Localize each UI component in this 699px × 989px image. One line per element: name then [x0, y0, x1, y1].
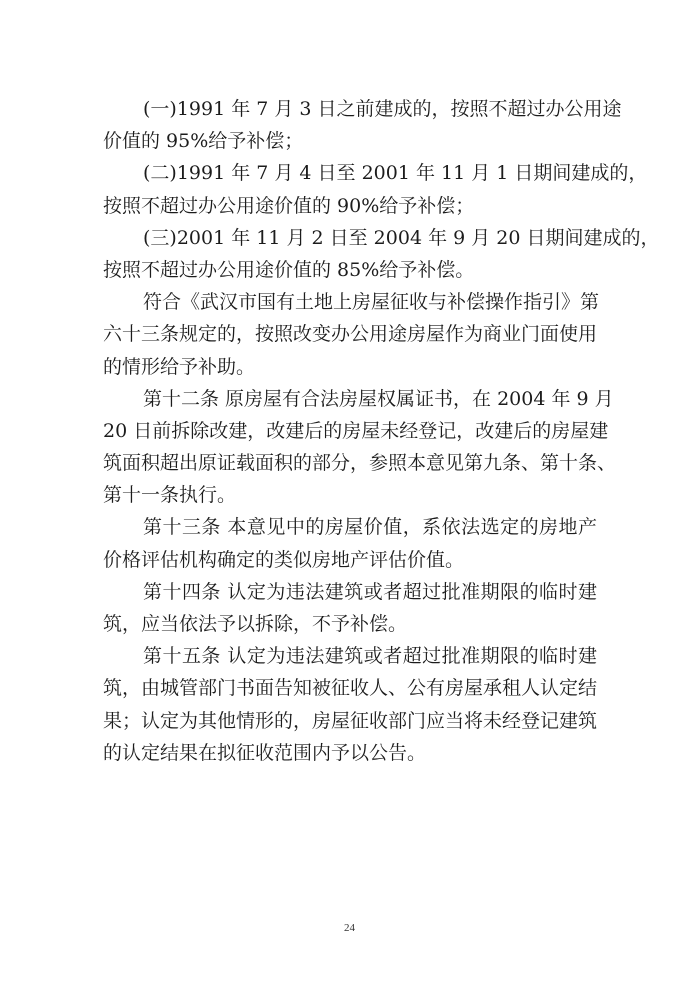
text-line: 价值的 95%给予补偿；	[103, 130, 304, 153]
text-line: 20 日前拆除改建，改建后的房屋未经登记，改建后的房屋建	[103, 419, 609, 442]
text-line: 按照不超过办公用途价值的 85%给予补偿。	[103, 258, 475, 281]
text-line: 筑面积超出原证载面积的部分，参照本意见第九条、第十条、	[103, 452, 617, 475]
text-line: 第十一条执行。	[103, 484, 237, 507]
text-line: 筑，由城管部门书面告知被征收人、公有房屋承租人认定结	[103, 677, 598, 700]
page-number: 24	[344, 922, 355, 934]
text-line: (一)1991 年 7 月 3 日之前建成的，按照不超过办公用途	[143, 98, 622, 120]
text-line: 六十三条规定的，按照改变办公用途房屋作为商业门面使用	[103, 323, 598, 346]
text-line: (二)1991 年 7 月 4 日至 2001 年 11 月 1 日期间建成的，	[143, 162, 648, 185]
text-line: 筑，应当依法予以拆除，不予补偿。	[103, 613, 408, 635]
text-line: 第十三条 本意见中的房屋价值，系依法选定的房地产	[143, 516, 597, 539]
text-line: 第十五条 认定为违法建筑或者超过批准期限的临时建	[143, 645, 597, 668]
text-line: 价格评估机构确定的类似房地产评估价值。	[103, 548, 465, 571]
text-line: 第十四条 认定为违法建筑或者超过批准期限的临时建	[143, 580, 597, 603]
text-line: 果；认定为其他情形的，房屋征收部门应当将未经登记建筑	[103, 709, 598, 732]
text-line: 的情形给予补助。	[103, 355, 256, 378]
text-line: 符合《武汉市国有土地上房屋征收与补偿操作指引》第	[143, 291, 600, 314]
body-text	[103, 93, 660, 769]
text-line: 按照不超过办公用途价值的 90%给予补偿；	[103, 194, 475, 217]
text-line: 的认定结果在拟征收范围内予以公告。	[103, 741, 427, 764]
text-line: 第十二条 原房屋有合法房屋权属证书，在 2004 年 9 月	[143, 387, 614, 410]
text-line: (三)2001 年 11 月 2 日至 2004 年 9 月 20 日期间建成的，	[143, 226, 660, 249]
